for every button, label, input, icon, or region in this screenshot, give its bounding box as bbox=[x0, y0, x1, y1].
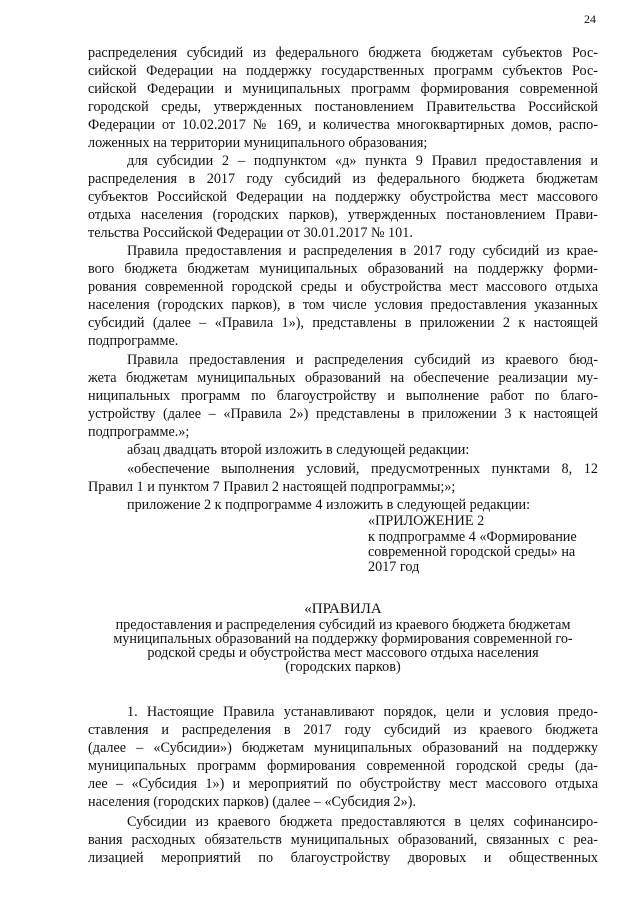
text-line: (далее – «Субсидии») бюджетам муниципальных образований на поддержку bbox=[88, 740, 598, 756]
text-line: Правил 1 и пунктом 7 Правил 2 настоящей подпрограммы;»; bbox=[88, 479, 456, 495]
text-line: субъектов Российской Федерации на поддержку обустройства мест массового bbox=[88, 189, 598, 205]
text-line: ставления и распределения в 2017 году субсидий из краевого бюджета bbox=[88, 722, 598, 738]
text-line: 1. Настоящие Правила устанавливают порядок, цели и условия предо- bbox=[127, 704, 598, 720]
text-line: рования современной городской среды и обустройства мест массового отдыха bbox=[88, 279, 598, 295]
appendix-heading: «ПРИЛОЖЕНИЕ 2 bbox=[368, 513, 485, 529]
appendix-line: 2017 год bbox=[368, 559, 420, 575]
text-line: Субсидии из краевого бюджета предоставляются в целях софинансиро- bbox=[127, 814, 598, 830]
text-line: сийской Федерации и муниципальных программ формирования современной bbox=[88, 81, 598, 97]
text-line: сийской Федерации на поддержку государственных программ субъектов Рос- bbox=[88, 63, 598, 79]
text-line: Правила предоставления и распределения субсидий из краевого бюд- bbox=[127, 352, 598, 368]
rules-subtitle-line: муниципальных образований на поддержку формирования современной го- bbox=[113, 631, 573, 647]
text-line: подпрограмме.»; bbox=[88, 424, 190, 440]
text-line: устройству (далее – «Правила 2») представлены в приложении 3 к настоящей bbox=[88, 406, 598, 422]
rules-subtitle-line: предоставления и распределения субсидий из краевого бюджета бюджетам bbox=[115, 617, 571, 633]
rules-subtitle-line: родской среды и обустройства мест массового отдыха населения bbox=[147, 645, 539, 661]
rules-title: «ПРАВИЛА bbox=[304, 601, 382, 617]
text-line: лее – «Субсидия 1») и мероприятий по обустройству мест массового отдыха bbox=[88, 776, 598, 792]
text-line: муниципальных программ формирования современной городской среды (да- bbox=[88, 758, 598, 774]
text-line: ложенных на территории муниципального образования; bbox=[88, 135, 428, 151]
text-line: субсидий (далее – «Правила 1»), представлены в приложении 2 к настоящей bbox=[88, 315, 598, 331]
text-line: лизацией мероприятий по благоустройству дворовых и общественных bbox=[88, 850, 598, 866]
text-line: распределения субсидий из федерального бюджета бюджетам субъектов Рос- bbox=[88, 45, 598, 61]
appendix-line: к подпрограмме 4 «Формирование bbox=[368, 529, 577, 545]
text-line: ниципальных программ по благоустройству и выполнение работ по благо- bbox=[88, 388, 598, 404]
text-line: абзац двадцать второй изложить в следующей редакции: bbox=[127, 442, 470, 458]
text-line: жета бюджетам муниципальных образований на обеспечение реализации му- bbox=[88, 370, 598, 386]
text-line: населения (городских парков) (далее – «Субсидия 2»). bbox=[88, 794, 417, 810]
text-line: отдыха населения (городских парков), утвержденных постановлением Прави- bbox=[88, 207, 598, 223]
rules-subtitle-line: (городских парков) bbox=[285, 659, 401, 675]
text-line: вого бюджета бюджетам муниципальных образований на поддержку форми- bbox=[88, 261, 598, 277]
page-number: 24 bbox=[584, 12, 596, 26]
text-line: приложение 2 к подпрограмме 4 изложить в следующей редакции: bbox=[127, 497, 531, 513]
text-line: для субсидии 2 – подпунктом «д» пункта 9 Правил предоставления и bbox=[127, 153, 598, 169]
appendix-line: современной городской среды» на bbox=[368, 544, 576, 560]
text-line: Правила предоставления и распределения в 2017 году субсидий из крае- bbox=[127, 243, 598, 259]
text-line: подпрограмме. bbox=[88, 333, 179, 349]
text-line: Федерации от 10.02.2017 № 169, и количества многоквартирных домов, распо- bbox=[88, 117, 598, 133]
text-line: городской среды, утвержденных постановлением Правительства Российской bbox=[88, 99, 598, 115]
text-line: «обеспечение выполнения условий, предусмотренных пунктами 8, 12 bbox=[127, 461, 598, 477]
text-line: населения (городских парков), в том числе условия предоставления указанных bbox=[88, 297, 598, 313]
text-line: тельства Российской Федерации от 30.01.2017 № 101. bbox=[88, 225, 413, 241]
text-line: распределения в 2017 году субсидий из федерального бюджета бюджетам bbox=[88, 171, 598, 187]
text-line: вания расходных обязательств муниципальных образований, связанных с реа- bbox=[88, 832, 598, 848]
